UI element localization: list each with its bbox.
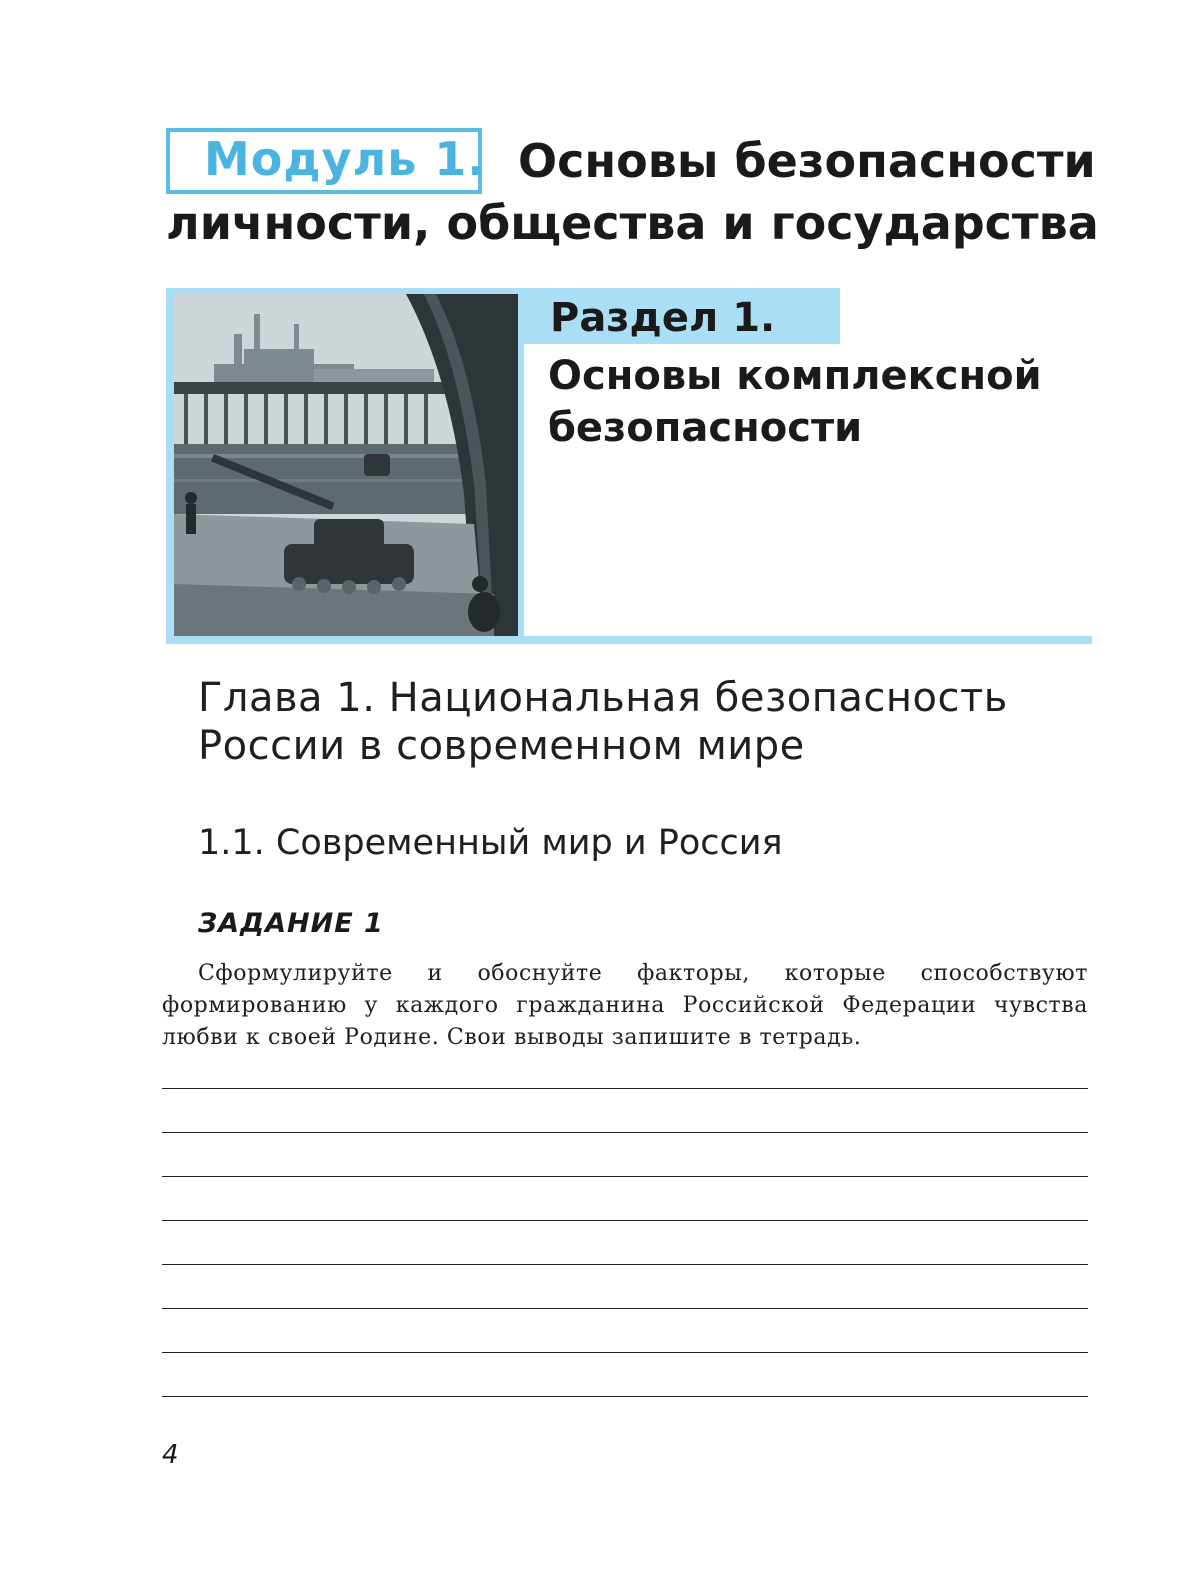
answer-line[interactable] — [162, 1352, 1088, 1353]
answer-line[interactable] — [162, 1308, 1088, 1309]
module-label: Модуль 1. — [204, 132, 486, 186]
section-label: Раздел 1. — [550, 295, 776, 341]
module-title-line-1: Основы безопасности — [518, 134, 1096, 188]
section-photo-tank-landing — [174, 294, 518, 636]
page-number: 4 — [162, 1440, 179, 1470]
answer-line[interactable] — [162, 1176, 1088, 1177]
answer-line[interactable] — [162, 1264, 1088, 1265]
module-title-line-2: личности, общества и государства — [166, 196, 1099, 250]
answer-line[interactable] — [162, 1396, 1088, 1397]
answer-line[interactable] — [162, 1132, 1088, 1133]
chapter-title: Глава 1. Национальная безопасность России в современном мире — [198, 675, 1008, 769]
subsection-title: 1.1. Современный мир и Россия — [198, 823, 783, 863]
answer-line[interactable] — [162, 1220, 1088, 1221]
answer-line[interactable] — [162, 1088, 1088, 1089]
task-text: Сформулируйте и обоснуйте факторы, которые способствуют формированию у каждого гражданина Российской Федерации чувства любви к своей Родине. Свои выводы запишите в тетрадь. — [162, 961, 1088, 1050]
section-bottom-rule — [166, 636, 1092, 644]
section-title: Основы комплексной безопасности — [548, 353, 1042, 451]
task-heading: ЗАДАНИЕ 1 — [198, 908, 384, 939]
